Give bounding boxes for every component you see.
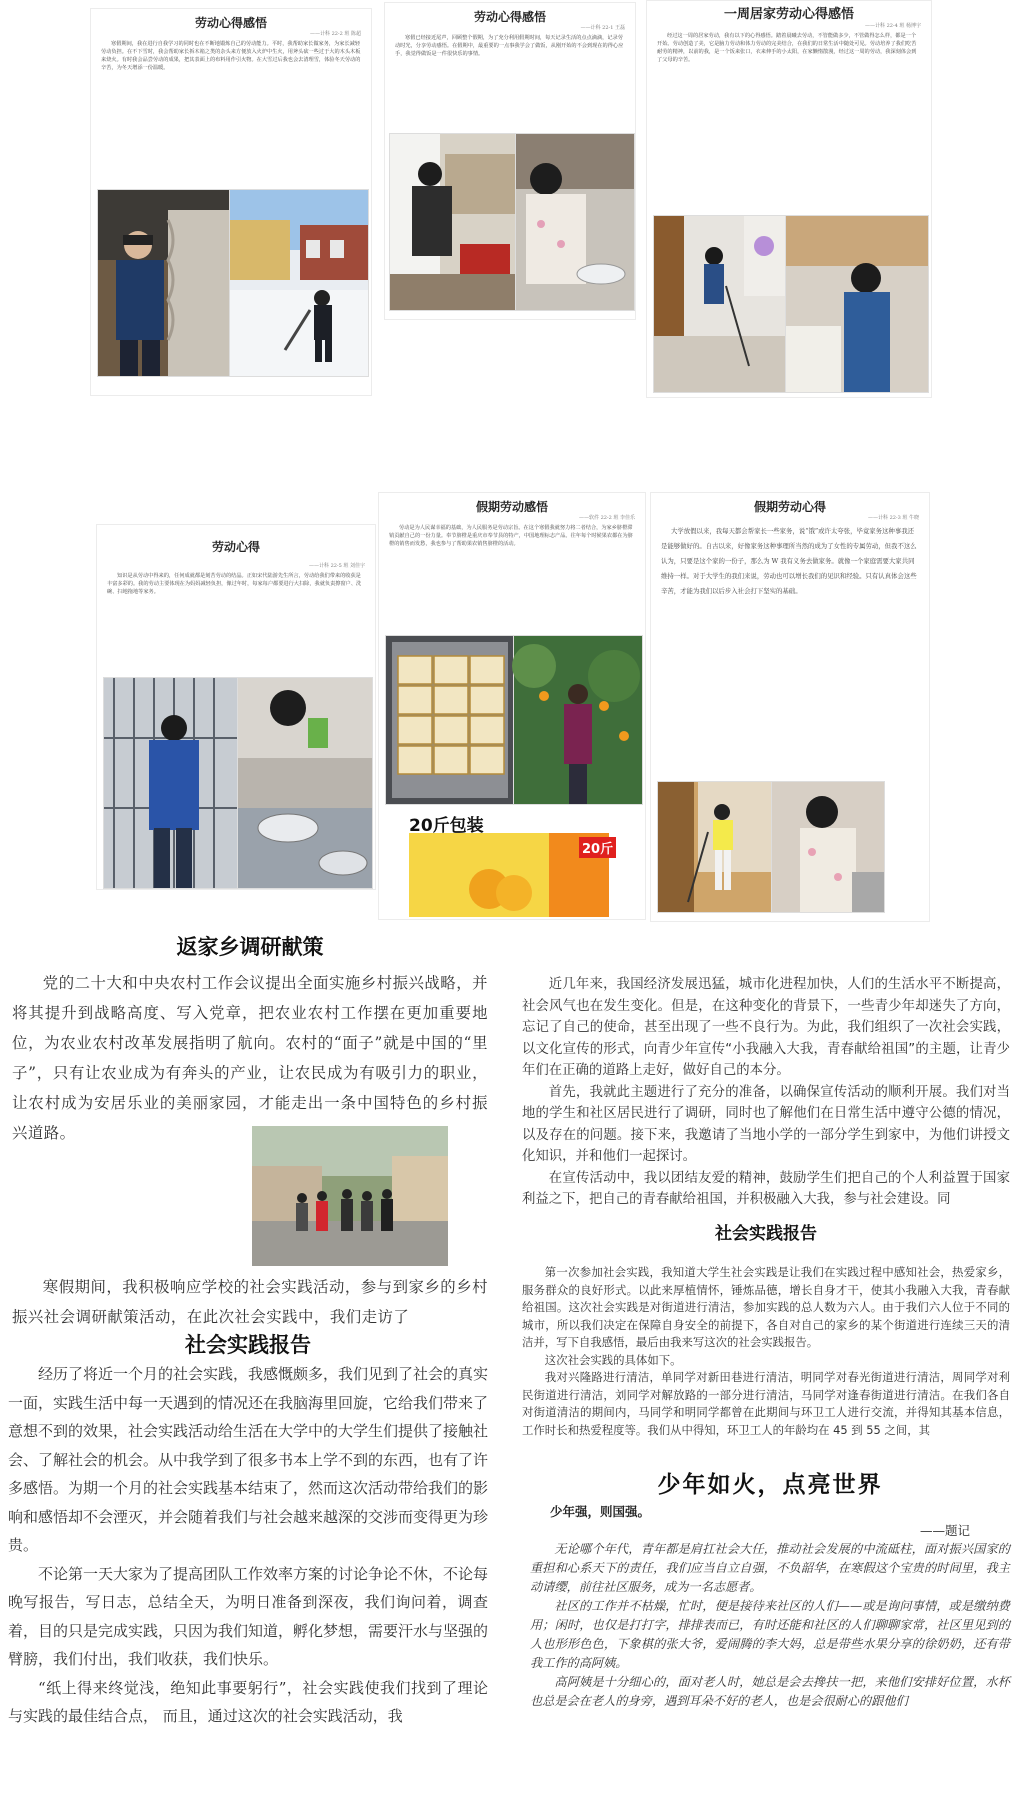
photo-student-mopping-floor bbox=[653, 215, 787, 393]
panel-meta: ——计科 22-2 班 陈超 bbox=[309, 31, 361, 37]
article-epigraph: 少年强，则国强。 bbox=[550, 1504, 651, 1519]
panel-title: 劳动心得 bbox=[211, 540, 260, 554]
article-paragraph-1: 经历了将近一个月的社会实践，我感慨颇多，我们见到了社会的真实一面，实践生活中每一天遇到的情况还在我脑海里回旋，它给我们带来了意想不到的效果，社会实践活动给生活在大学中的大学生们提供了接触社会、了解社会的机会。从中我学到了很多书本上学不到的东西，也有了许多感悟。为期一个月的社会实践基本结束了，然而这次活动带给我们的影响和感悟却不会湮灭，并会随着我们与社会越来越深的交涉而变得更为珍贵。 bbox=[8, 1365, 489, 1554]
photo-student-carrying-blanket bbox=[97, 189, 231, 377]
article-epigraph-credit: ——题记 bbox=[919, 1523, 970, 1538]
article-text-continued: 寒假期间，我积极响应学校的社会实践活动，参与到家乡的乡村振兴社会调研献策活动，在此次社会实践中，我们走访了 bbox=[12, 1278, 488, 1326]
panel-title: 劳动心得感悟 bbox=[473, 10, 546, 24]
article-paragraph-3: 在宣传活动中，我以团结友爱的精神，鼓励学生们把自己的个人利益置于国家利益之下，把自己的青春献给祖国，并积极融入大我，参与社会建设。同 bbox=[522, 1170, 1010, 1207]
panel-title: 假期劳动感悟 bbox=[475, 500, 548, 514]
panel-labor-experience bbox=[96, 524, 376, 890]
panel-weekly-home-labor bbox=[646, 0, 932, 398]
photo-student-washing-dishes-2 bbox=[237, 677, 373, 889]
panel-holiday-labor-experience bbox=[650, 492, 930, 922]
article-paragraph-3: 我对兴隆路进行清洁，单同学对新田巷进行清洁，明同学对春光街道进行清洁，周同学对利民街道进行清洁，刘同学对解放路的一部分进行清洁，马同学对逢春街道进行清洁。在我们各自对街道清洁的期间内，马同学和明同学都曾在此期间与环卫工人进行交流，并得知其基本信息，工作时长和热爱程度等。我们从中得知，环卫工人的年龄均在 45 到 55 之间，其 bbox=[522, 1370, 1010, 1437]
photo-picking-oranges bbox=[513, 635, 643, 805]
article-text: 党的二十大和中央农村工作会议提出全面实施乡村振兴战略，并将其提升到战略高度、写入党章，把农业农村工作摆在更加重要地位，为农业农村改革发展指明了航向。农村的“面子”就是中国的“里子”，只有让农业成为有奔头的产业，让农民成为有吸引力的职业，让农村成为安居乐业的美丽家园，才能走出一条中国特色的乡村振兴道路。 bbox=[12, 974, 488, 1142]
article-title: 少年如火，点亮世界 bbox=[657, 1471, 883, 1498]
panel-meta: ——计科 22-4 班 杨博宇 bbox=[864, 23, 921, 29]
photo-orange-boxes-in-car bbox=[385, 635, 515, 805]
panel-title: 假期劳动心得 bbox=[753, 500, 826, 514]
photo-orange-gift-box bbox=[399, 811, 627, 917]
panel-meta: ——软件 22-2 班 李佳乐 bbox=[578, 515, 635, 521]
article-paragraph-2: 不论第一天大家为了提高团队工作效率方案的讨论争论不休，不论每晚写报告，写日志，总结全天，为明日准备到深夜，我们询问着，调查着，目的只是完成实践，只因为我们知道，孵化梦想，需要汗水与坚强的臂膀，我们付出，我们收获，我们快乐。 bbox=[8, 1564, 489, 1668]
photo-student-cleaning-window bbox=[103, 677, 239, 889]
panel-text: 寒假期间，我在进行自我学习的同时也在不断地锻炼自己的劳动能力。平时，我帮助家长做家务，为家长减轻劳动负担。在不下雪时，我会帮助家长拆木箱之类的杂头来方便放入火炉中生火，用斧头砍一些过于大的木头木板来烧火。有时我会品尝劳动的成果，把其表面上的布料用作引火物。在大雪过后我也会去清理雪，体验冬天劳动的辛苦，为冬天增添一份温暖。 bbox=[101, 41, 361, 71]
article-paragraph-1: 无论哪个年代，青年都是肩扛社会大任，推动社会发展的中流砥柱，面对振兴国家的重担和心系天下的责任，我们应当自立自强，不负韶华，在寒假这个宝贵的时间里，我主动请缨，前往社区服务，成为一名志愿者。 bbox=[530, 1542, 1010, 1594]
panel-meta: ——计科 22-5 班 刘佳宇 bbox=[308, 563, 365, 569]
panel-text: 大学放假以来，我每天都会帮家长一些家务，说“饿”或许太夸张，毕竟家务这种事我还是能够做好的。自古以来，好像家务这种事理所当然的成为了女性的专属劳动，但我不这么认为，只要是这个家的一份子，那么为 W 我有义务去做家务。就像一个家庭需要大家共同维持一样。对于大学生的我们来说，劳动也可以增长我们的见识和经验。只有认真体会这些辛苦，才能为我们以后步入社会打下坚实的基础。 bbox=[661, 527, 917, 595]
article-youth-like-fire bbox=[530, 1468, 1010, 1712]
photo-student-sweeping-snow bbox=[229, 189, 369, 377]
photo-student-in-kitchen bbox=[389, 133, 517, 311]
article-title: 返家乡调研献策 bbox=[176, 935, 324, 959]
panel-title: 劳动心得感悟 bbox=[194, 16, 267, 30]
article-hometown-research bbox=[12, 928, 488, 1326]
photo-student-washing-dishes bbox=[515, 133, 635, 311]
article-paragraph-1: 近几年来，我国经济发展迅猛，城市化进程加快，人们的生活水平不断提高，社会风气也在发生变化。但是，在这种变化的背景下，一些青少年却迷失了方向，忘记了自己的使命，甚至出现了一些不良行为。为此，我们组织了一次社会实践，以文化宣传的形式，向青少年宣传“小我融入大我，青春献给祖国”的主题，让青少年们在正确的道路上走好，做好自己的本分。 bbox=[522, 977, 1010, 1078]
article-youth-culture-promotion bbox=[522, 974, 1010, 1207]
panel-meta: ——计科 22-3 班 牛晓 bbox=[867, 515, 919, 521]
article-paragraph-2: 这次社会实践的具体如下。 bbox=[544, 1352, 682, 1367]
panel-text: 知识是从劳动中得来的，任何成就都是刻苦劳动的结晶。正如宋代陆游先生所言，劳动给我们带来的收获是丰富多彩的。我的劳动主要体现在为妈妈减轻负担，像过年时，每家每户都要进行大扫除，我就负责擦窗户、洗碗、扫地拖地等家务。 bbox=[107, 573, 362, 595]
article-title: 社会实践报告 bbox=[185, 1332, 311, 1357]
panel-title: 一周居家劳动心得感悟 bbox=[723, 7, 854, 22]
photo-student-mopping bbox=[657, 781, 773, 913]
panel-text: 寒假已经接近尾声，回顾整个假期，为了充分利用假期时间，每天记录生活的点点滴滴，记录劳动时光，分享劳动感悟。在假期中，最重要的一点事我学会了做饭，从刚开始的不会到现在的得心应手，我觉得做饭是一件很快乐的事情。 bbox=[395, 35, 624, 57]
panel-text: 经过这一周的居家劳动，我有以下的心得感悟。踏着晨曦去劳动，不管能做多少，不管做得怎么样，都是一个开始。劳动创造了美，它是脑力劳动和体力劳动的完美结合，在我们的日常生活中随处可见。劳动培养了我们吃苦耐劳的精神，以前的我，是一个饭来张口，衣来伸手的小太阳，在家懒惰散漫，经过这一周的劳动，我深刻体会到了父母的辛苦。 bbox=[657, 33, 917, 63]
article-title: 社会实践报告 bbox=[715, 1224, 817, 1244]
photo-village-visit bbox=[252, 1126, 448, 1266]
panel-meta: ——计科 22-1 王磊 bbox=[580, 25, 625, 31]
article-paragraph-3: “纸上得来终觉浅，绝知此事要躬行”，社会实践使我们找到了理论与实践的最佳结合点， 而且，通过这次的社会实践活动，我 bbox=[8, 1678, 488, 1725]
box-label: 20斤包装 bbox=[409, 816, 484, 836]
article-social-practice-report bbox=[8, 1330, 489, 1725]
article-paragraph-2: 首先，我就此主题进行了充分的准备，以确保宣传活动的顺利开展。我们对当地的学生和社区居民进行了调研，同时也了解他们在日常生活中遵守公德的情况，以及存在的问题。接下来，我邀请了当地小学的一部分学生到家中，为他们讲授文化知识，并和他们一起探讨。 bbox=[522, 1084, 1010, 1164]
panel-labor-insights-1 bbox=[90, 8, 372, 396]
article-social-practice-cleaning bbox=[522, 1222, 1010, 1456]
article-paragraph-3: 高阿姨是十分细心的，面对老人时，她总是会去搀扶一把，来他们安排好位置，水杯也总是会在老人的身旁，遇到耳朵不好的老人，也是会很耐心的跟他们 bbox=[530, 1675, 1010, 1708]
panel-holiday-labor-insights bbox=[378, 492, 646, 920]
panel-labor-insights-2 bbox=[384, 2, 636, 320]
article-paragraph-2: 社区的工作并不枯燥，忙时，便是接待来社区的人们——或是询问事情，或是缴纳费用；闲时，也仅是打打字，排排表而已，有时还能和社区的人们聊聊家常，社区里见到的人也形形色色，下象棋的张大爷，爱闹腾的李大妈，总是带些水果分享的徐奶奶，还有带我工作的高阿姨。 bbox=[530, 1599, 1010, 1670]
panel-text: 劳动是为人民谋幸福的基础，为人民服务是劳动宗旨。在这个寒假我就努力将二者结合，为家乡脐橙滞销贡献自己的一份力量。奉节脐橙是重庆市奉节县的特产，中国地理标志产品。往年每个时候果农都在为脐橙的销售而发愁，我也参与了帮助果农销售脐橙的活动。 bbox=[389, 525, 633, 547]
box-side-label: 20斤 bbox=[579, 837, 616, 858]
photo-student-washing-clothes bbox=[771, 781, 885, 913]
photo-student-at-sink bbox=[785, 215, 929, 393]
article-paragraph-1: 第一次参加社会实践，我知道大学生社会实践是让我们在实践过程中感知社会，热爱家乡，服务群众的良好形式。以此来厚植情怀，锤炼品德，增长自身才干，使其小我融入大我，青春献给祖国。这次社会实践是对街道进行清洁，参加实践的总人数为六人。由于我们六人位于不同的城市，所以我们决定在保障自身安全的前提下，各自对自己的家乡的某个街道进行连续三天的清洁并，写下自我感悟，最后由我来写这次的社会实践报告。 bbox=[522, 1265, 1010, 1349]
